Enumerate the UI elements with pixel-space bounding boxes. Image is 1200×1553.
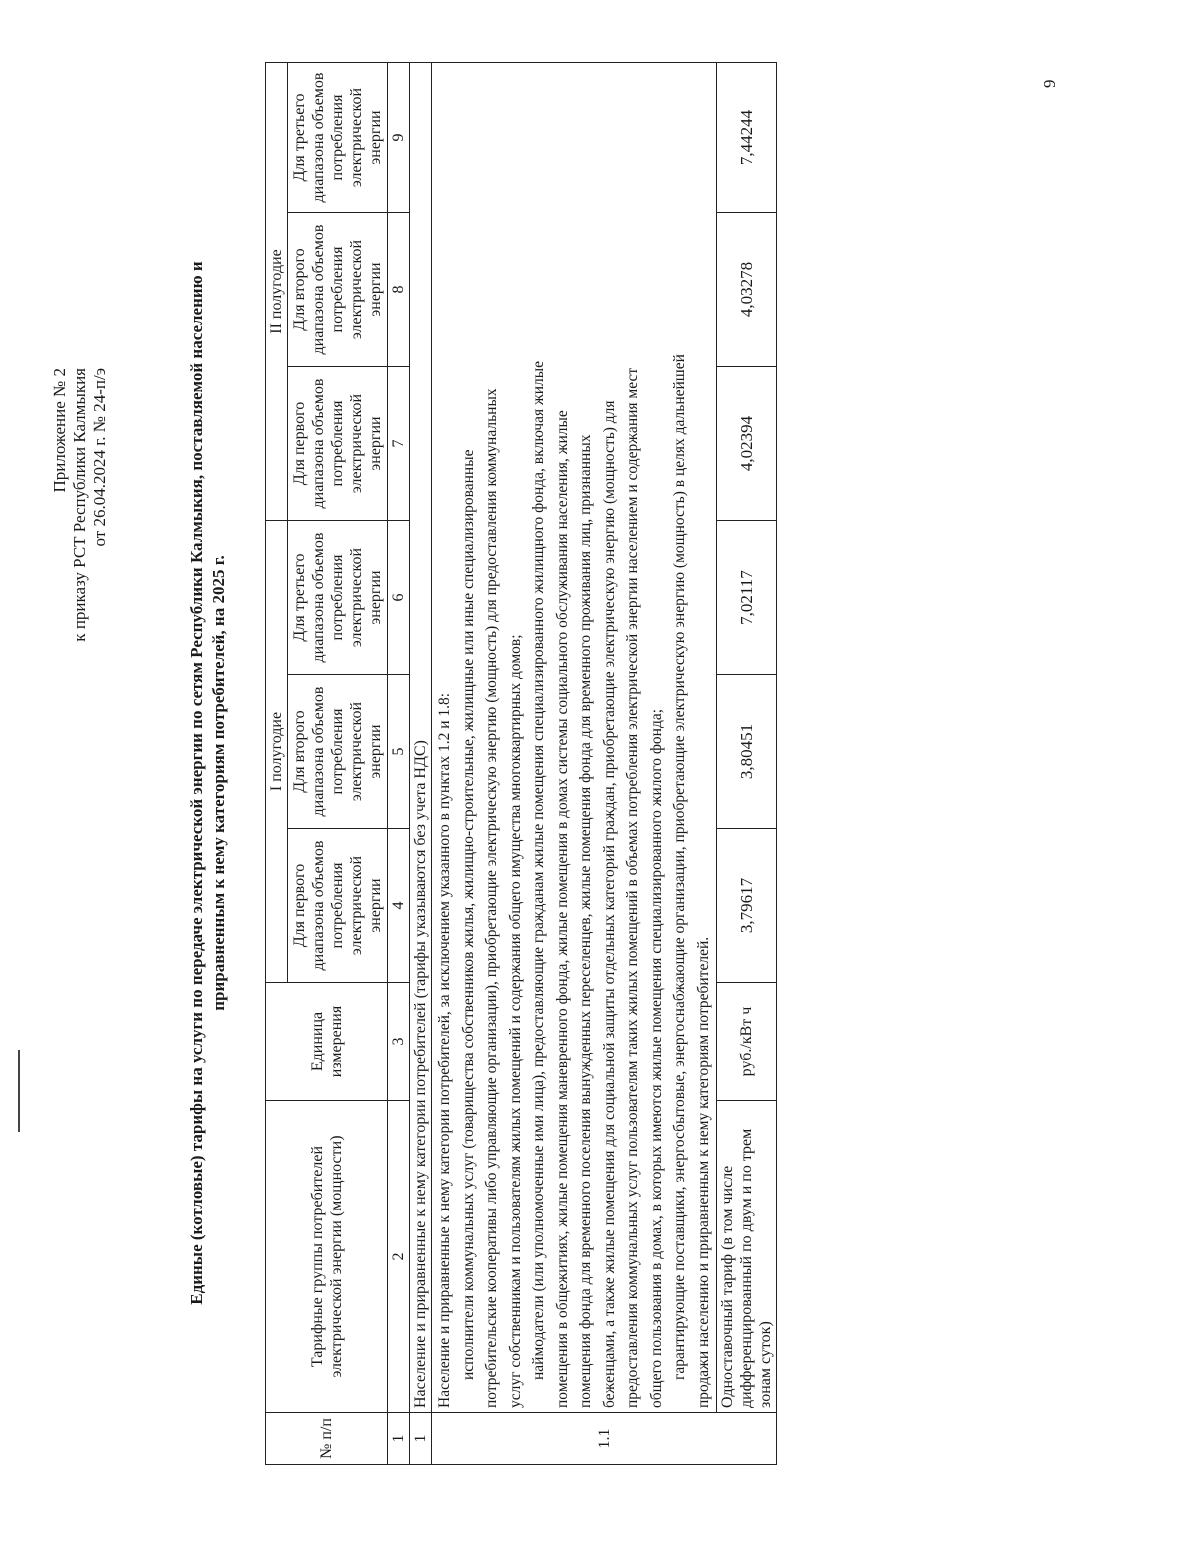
header-unit: Единица измерения: [266, 983, 388, 1101]
header-h2-range-3: Для третьего диапазона объемов потребления электрической энергии: [288, 62, 388, 212]
header-h2-range-2: Для второго диапазона объемов потребления электрической энергии: [288, 213, 388, 367]
tariff-value-h1-range-3: 7,02117: [717, 521, 777, 675]
column-number: 9: [388, 62, 410, 212]
item-description: [432, 62, 717, 1412]
tariff-label: Одноставочный тариф (в том числе дифференцированный по двум и по трем зонам суток): [717, 1101, 777, 1413]
item-num: 1.1: [432, 1413, 777, 1465]
item-description-row: [432, 62, 717, 1464]
tariff-value-h1-range-1: 3,79617: [717, 829, 777, 983]
header-h1-range-1: Для первого диапазона объемов потребления электрической энергии: [288, 829, 388, 983]
tariff-value-h2-range-1: 4,02394: [717, 367, 777, 521]
tariff-unit: руб./кВт ч: [717, 983, 777, 1101]
column-number: 7: [388, 367, 410, 521]
column-number: 2: [388, 1101, 410, 1413]
section-label: Население и приравненные к нему категории потребителей (тарифы указываются без учета НДС): [410, 62, 432, 1412]
appendix-header: [50, 368, 110, 728]
section-row: [410, 62, 432, 1464]
description-line: продажи населению и приравненным к нему категориям потребителей.: [694, 936, 712, 1408]
header-half-2: II полугодие: [266, 62, 288, 520]
appendix-line-2: к приказу РСТ Республики Калмыкия: [70, 368, 89, 642]
header-h1-range-3: Для третьего диапазона объемов потребления электрической энергии: [288, 521, 388, 675]
header-h2-range-1: Для первого диапазона объемов потребления электрической энергии: [288, 367, 388, 521]
header-num: № п/п: [266, 1413, 388, 1465]
title-line-1: Единые (котловые) тарифы на услуги по передаче электрической энергии по сетям Республики Калмыкия, поставляемой населению и: [187, 261, 206, 1305]
appendix-line-3: от 26.04.2024 г. № 24-п/э: [90, 368, 109, 547]
header-half-1: I полугодие: [266, 521, 288, 983]
description-line: гарантирующие поставщики, энергосбытовые, энергоснабжающие организации, приобретающие электрическую энергию (мощность) в целях дальнейшей: [671, 354, 688, 1380]
column-number: 4: [388, 829, 410, 983]
column-number-row: [388, 62, 410, 1464]
column-number: 1: [388, 1413, 410, 1465]
description-line: общего пользования в домах, в которых имеются жилые помещения специализированного жилого фонда;: [647, 708, 665, 1408]
description-line: беженцами, а также жилые помещения для социальной защиты отдельных категорий граждан, приобретающие электрическую энергию (мощность) для: [600, 400, 618, 1408]
description-line: потребительские кооперативы либо управляющие организации), приобретающие электрическую энергию (мощность) для предоставления коммунальных: [483, 388, 500, 1408]
column-number: 5: [388, 675, 410, 829]
appendix-line-1: Приложение № 2: [50, 368, 69, 493]
header-row-1: [266, 62, 288, 1464]
page-number: 9: [1040, 79, 1059, 88]
description-line: предоставления коммунальных услуг пользователям таких жилых помещений в объемах потребления электрической энергии населением и содержания мест: [624, 367, 641, 1408]
tariff-row: [717, 62, 777, 1464]
description-line: исполнители коммунальных услуг (товарищества собственников жилья, жилищно-строительные, жилищные или иные специализированные: [459, 449, 477, 1380]
title-line-2: приравненным к нему категориям потребителей, на 2025 г.: [209, 555, 228, 1011]
tariff-value-h1-range-2: 3,80451: [717, 675, 777, 829]
description-line: услуг собственникам и пользователям жилых помещений и содержания общего имущества многоквартирных домов;: [506, 634, 524, 1408]
column-number: 6: [388, 521, 410, 675]
header-h1-range-2: Для второго диапазона объемов потребления электрической энергии: [288, 675, 388, 829]
scan-mark: [18, 1050, 20, 1132]
description-line: наймодатели (или уполномоченные ими лица), предоставляющие гражданам жилые помещения специализированного жилищного фонда, включая жилые: [530, 360, 547, 1380]
tariff-value-h2-range-3: 7,44244: [717, 62, 777, 212]
tariff-table: [265, 62, 777, 1465]
description-line: Население и приравненные к нему категории потребителей, за исключением указанного в пунктах 1.2 и 1.8:: [436, 692, 453, 1408]
description-line: помещения в общежитиях, жилые помещения маневренного фонда, жилые помещения в домах системы социального обслуживания населения, жилые: [553, 410, 571, 1408]
tariff-value-h2-range-2: 4,03278: [717, 213, 777, 367]
description-line: помещения фонда для временного поселения вынужденных переселенцев, жилые помещения фонда для временного проживания лиц, признанных: [577, 434, 594, 1408]
column-number: 8: [388, 213, 410, 367]
column-number: 3: [388, 983, 410, 1101]
header-group: Тарифные группы потребителей электрической энергии (мощности): [266, 1101, 388, 1413]
document-title: [186, 213, 230, 1353]
section-num: 1: [410, 1413, 432, 1465]
